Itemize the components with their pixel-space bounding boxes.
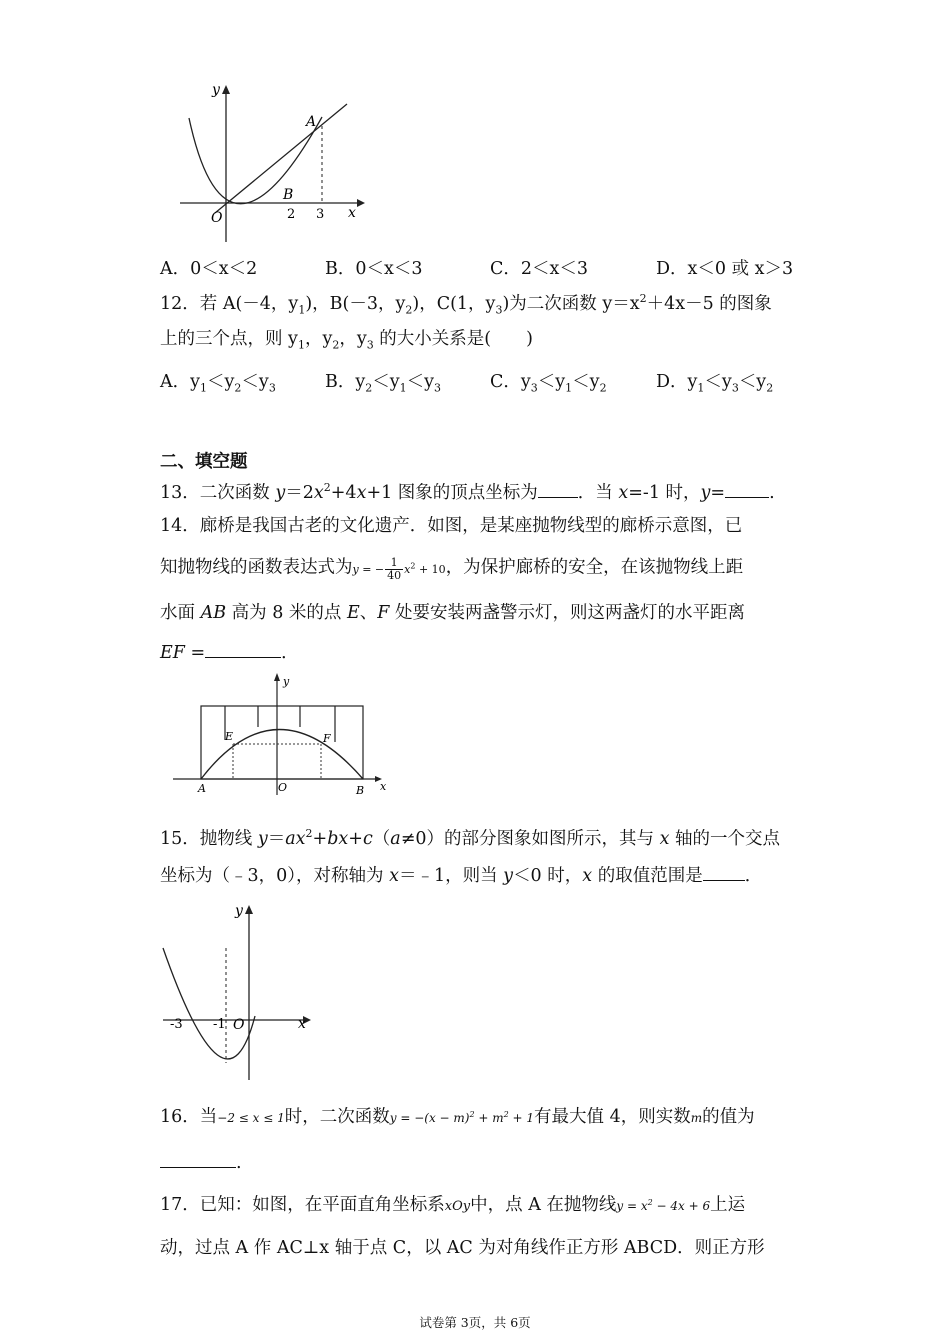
q16-inequality: −2 ≤ x ≤ 1	[217, 1111, 285, 1125]
y-axis-arrow	[274, 673, 280, 681]
figure-q15	[155, 898, 325, 1083]
q14-line-3: 水面 AB 高为 8 米的点 E、F 处要安装两盏警示灯，则这两盏灯的水平距离	[160, 603, 745, 623]
point-b-label: B	[283, 187, 294, 203]
point-f-label: F	[323, 732, 331, 745]
q16-line-2: .	[160, 1151, 242, 1174]
q12-option-b: B．$y_2<y_1<y_3$	[325, 372, 442, 395]
q15-line-2: 坐标为（﹣3，0），对称轴为 x＝﹣1，则当 y＜0 时，x 的取值范围是 ．	[160, 866, 763, 886]
figure-q11	[175, 80, 375, 250]
tick-2-label: 2	[287, 207, 296, 222]
parabola-curve	[189, 117, 322, 204]
q13-blank-2[interactable]	[725, 481, 769, 498]
q11-option-c: C．2＜x＜3	[490, 259, 589, 279]
q17-function: $y = x^2 - 4x + 6$	[616, 1198, 711, 1213]
q17-line-1: 17．已知：如图，在平面直角坐标系xOy中，点 A 在抛物线$y = x^2 - 4x + 6$上运	[160, 1195, 746, 1215]
q17-line-2: 动，过点 A 作 AC⊥x 轴于点 C，以 AC 为对角线作正方形 ABCD．则正方形	[160, 1238, 765, 1258]
q14-blank[interactable]	[205, 641, 281, 658]
section-heading-fill-blank: 二、填空题	[160, 452, 248, 472]
q11-option-d: D．x＜0 或 x＞3	[656, 259, 794, 279]
q14-formula: y = − $\frac{1}{40}$ $x^2 + 10$	[352, 556, 446, 582]
q11-option-b: B．0＜x＜3	[325, 259, 423, 279]
q14-line-2: 知抛物线的函数表达式为y = − $\frac{1}{40}$ $x^2 + 10$，为保护廊桥的安全，在该抛物线上距	[160, 556, 744, 582]
point-b-label: B	[356, 784, 365, 797]
q12-line-1: 12．若 A(－4，$y_1$)，B(－3，$y_2$)，C(1，$y_3$)为二次函数 $y=x^2+4x-5$ 的图象	[160, 292, 772, 317]
q11-option-a: A．0＜x＜2	[160, 259, 258, 279]
y-axis-arrow	[245, 905, 253, 914]
origin-label: O	[211, 210, 223, 226]
q12-option-a: A．$y_1<y_2<y_3$	[160, 372, 276, 395]
figure-q14-bridge	[170, 670, 395, 800]
point-a-label: A	[198, 782, 206, 795]
q12-line-2: 上的三个点，则 $y_1$，$y_2$，$y_3$ 的大小关系是( )	[160, 329, 533, 352]
tick-neg3-label: -3	[170, 1017, 183, 1032]
q14-line-4: EF = ．	[160, 643, 299, 663]
q15-blank[interactable]	[703, 864, 745, 881]
q13-line: 13．二次函数 $y=2x^2+4x+1$ 图象的顶点坐标为 ．当 x=-1 时，y= .	[160, 481, 775, 503]
y-label: y	[283, 675, 290, 688]
page-footer: 试卷第 3页，共 6页	[419, 1315, 531, 1330]
x-label: x	[348, 205, 356, 221]
x-label: x	[298, 1016, 306, 1032]
y-label: y	[212, 82, 220, 98]
tick-3-label: 3	[316, 207, 325, 222]
origin-label: O	[233, 1017, 245, 1033]
y-label: y	[235, 903, 243, 919]
point-e-label: E	[225, 730, 234, 743]
origin-label: O	[278, 781, 288, 794]
parabola-curve	[163, 948, 255, 1059]
x-label: x	[380, 780, 387, 793]
line-oa	[215, 104, 347, 213]
x-axis-arrow	[357, 199, 365, 207]
q13-blank-1[interactable]	[538, 481, 578, 498]
q12-option-d: D．$y_1<y_3<y_2$	[656, 372, 774, 395]
q16-blank[interactable]	[160, 1151, 236, 1168]
q15-line-1: 15．抛物线 $y=ax^2+bx+c(a\ne 0)$的部分图象如图所示，其与 x 轴的一个交点	[160, 827, 781, 849]
point-a-label: A	[306, 114, 317, 130]
tick-neg1-label: -1	[213, 1017, 226, 1032]
q14-line-1: 14．廊桥是我国古老的文化遗产．如图，是某座抛物线型的廊桥示意图，已	[160, 516, 743, 536]
q12-option-c: C．$y_3<y_1<y_2$	[490, 372, 607, 395]
y-axis-arrow	[222, 85, 230, 94]
q16-line-1: 16．当−2 ≤ x ≤ 1时，二次函数$y = -(x - m)^2 + m^2 + 1$有最大值 4，则实数m的值为	[160, 1107, 755, 1127]
q16-function: $y = -(x - m)^2 + m^2 + 1$	[389, 1110, 535, 1125]
